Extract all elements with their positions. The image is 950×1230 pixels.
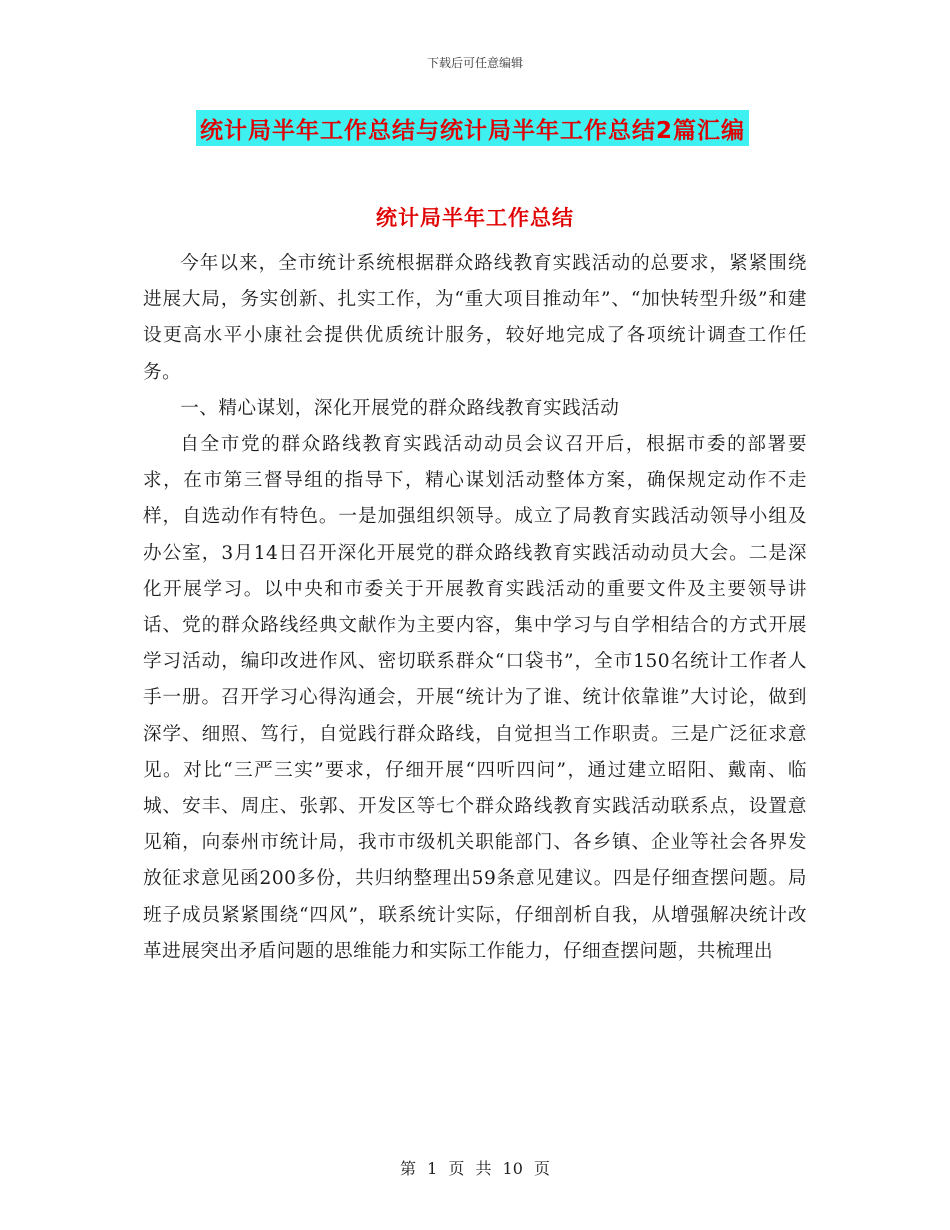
paragraph-intro: 今年以来，全市统计系统根据群众路线教育实践活动的总要求，紧紧围绕进展大局，务实创新、扎实工作，为“重大项目推动年”、“加快转型升级”和建设更高水平小康社会提供优质统计服务，较好地完成了各项统计调查工作任务。 bbox=[143, 253, 807, 383]
main-title-highlight bbox=[196, 110, 749, 146]
section-title: 统计局半年工作总结 bbox=[376, 206, 574, 230]
page-number: 第 1 页 共 10 页 bbox=[400, 1159, 550, 1178]
paragraph-activity: 自全市党的群众路线教育实践活动动员会议召开后，根据市委的部署要求，在市第三督导组的指导下，精心谋划活动整体方案，确保规定动作不走样，自选动作有特色。一是加强组织领导。成立了局教育实践活动领导小组及办公室，3月14日召开深化开展党的群众路线教育实践活动动员大会。二是深化开展学习。以中央和市委关于开展教育实践活动的重要文件及主要领导讲话、党的群众路线经典文献作为主要内容，集中学习与自学相结合的方式开展学习活动，编印改进作风、密切联系群众“口袋书”，全市150名统计工作者人手一册。召开学习心得沟通会，开展“统计为了谁、统计依靠谁”大讨论，做到深学、细照、笃行，自觉践行群众路线，自觉担当工作职责。三是广泛征求意见。对比“三严三实”要求，仔细开展“四听四问”，通过建立昭阳、戴南、临城、安丰、周庄、张郭、开发区等七个群众路线教育实践活动联系点，设置意见箱，向泰州市统计局，我市市级机关职能部门、各乡镇、企业等社会各界发放征求意见函200多份，共归纳整理出59条意见建议。四是仔细查摆问题。局班子成员紧紧围绕“四风”，联系统计实际，仔细剖析自我，从增强解决统计改革进展突出矛盾问题的思维能力和实际工作能力，仔细查摆问题，共梳理出 bbox=[143, 434, 807, 962]
paragraph-heading-1: 一、精心谋划，深化开展党的群众路线教育实践活动 bbox=[180, 397, 620, 419]
download-note: 下载后可任意编辑 bbox=[426, 56, 523, 70]
document-body bbox=[143, 246, 807, 970]
document-main-title: 统计局半年工作总结与统计局半年工作总结2篇汇编 bbox=[200, 117, 746, 144]
